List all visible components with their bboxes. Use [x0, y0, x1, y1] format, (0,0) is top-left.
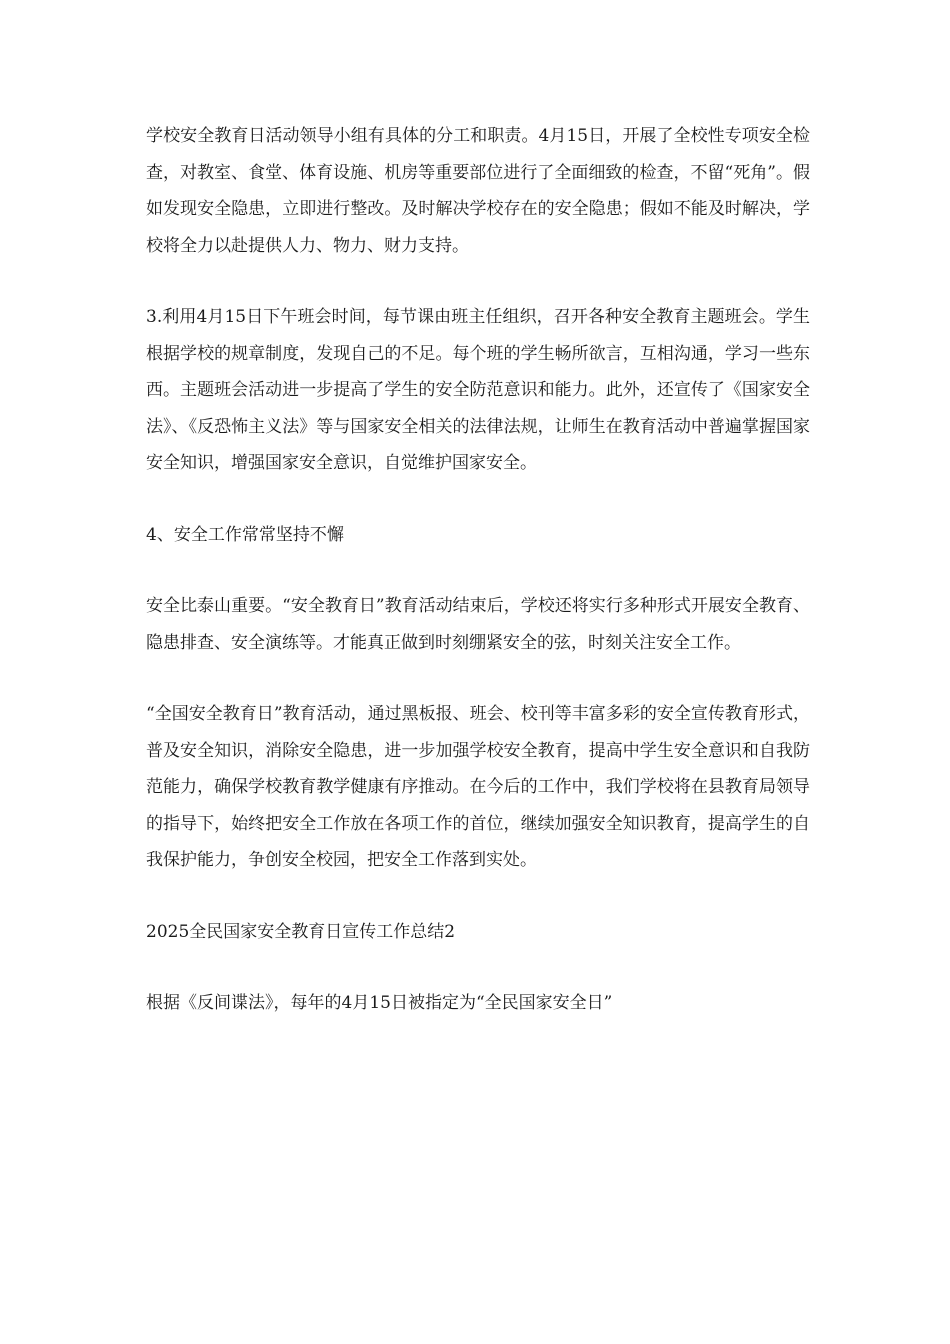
paragraph-class-meeting: 3.利用4月15日下午班会时间，每节课由班主任组织，召开各种安全教育主题班会。学生根据学校的规章制度，发现自己的不足。每个班的学生畅所欲言，互相沟通，学习一些东西。主题班会活动进一步提高了学生的安全防范意识和能力。此外，还宣传了《国家安全法》、《反恐怖主义法》等与国家安全相关的法律法规，让师生在教育活动中普遍掌握国家安全知识，增强国家安全意识，自觉维护国家安全。 — [146, 307, 810, 473]
paragraph-safety-importance: 安全比泰山重要。“安全教育日”教育活动结束后，学校还将实行多种形式开展安全教育、隐患排查、安全演练等。才能真正做到时刻绷紧安全的弦，时刻关注安全工作。 — [146, 596, 810, 653]
paragraph-education-summary: “全国安全教育日”教育活动，通过黑板报、班会、校刊等丰富多彩的安全宣传教育形式，普及安全知识，消除安全隐患，进一步加强学校安全教育，提高中学生安全意识和自我防范能力，确保学校教育教学健康有序推动。在今后的工作中，我们学校将在县教育局领导的指导下，始终把安全工作放在各项工作的首位，继续加强安全知识教育，提高学生的自我保护能力，争创安全校园，把安全工作落到实处。 — [146, 704, 810, 870]
section-heading-persistence: 4、安全工作常常坚持不懈 — [146, 524, 344, 545]
paragraph-safety-inspection: 学校安全教育日活动领导小组有具体的分工和职责。4月15日，开展了全校性专项安全检查，对教室、食堂、体育设施、机房等重要部位进行了全面细致的检查，不留“死角”。假如发现安全隐患，立即进行整改。及时解决学校存在的安全隐患；假如不能及时解决，学校将全力以赴提供人力、物力、财力支持。 — [146, 126, 810, 256]
document-body — [146, 118, 810, 1057]
paragraph-counter-espionage-law: 根据《反间谍法》，每年的4月15日被指定为“全民国家安全日” — [146, 993, 613, 1013]
document-subtitle-summary-2: 2025全民国家安全教育日宣传工作总结2 — [146, 921, 456, 942]
